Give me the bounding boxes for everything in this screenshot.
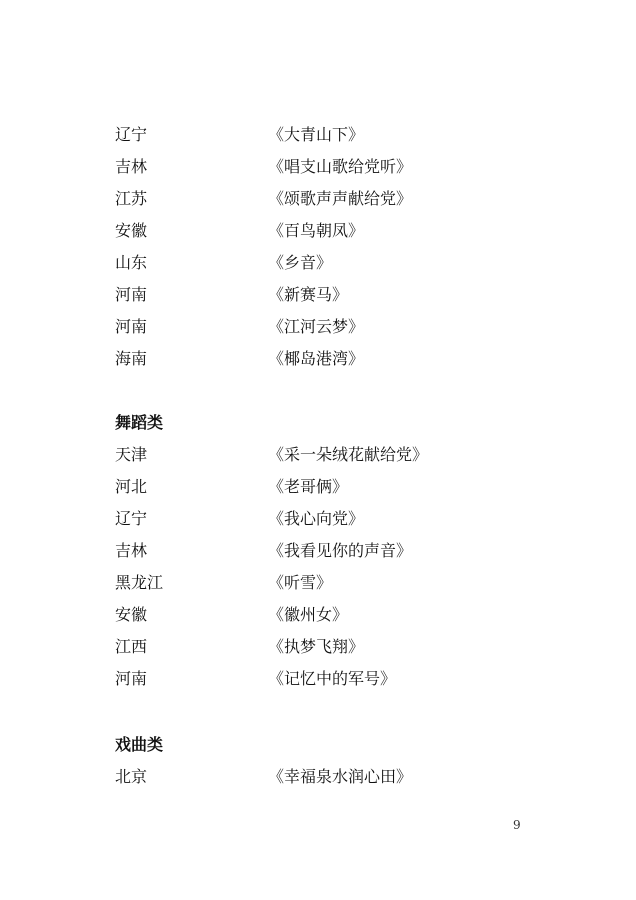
section-heading-dance: 舞蹈类 xyxy=(115,413,164,432)
province-name: 吉林 xyxy=(115,157,148,176)
program-title: 《我看见你的声音》 xyxy=(268,541,413,560)
list-item xyxy=(0,471,636,503)
list-item xyxy=(0,343,636,375)
province-name: 河南 xyxy=(115,317,148,336)
list-item xyxy=(0,439,636,471)
list-item xyxy=(0,503,636,535)
list-item xyxy=(0,215,636,247)
province-name: 安徽 xyxy=(115,605,148,624)
program-title: 《听雪》 xyxy=(268,573,333,592)
list-item xyxy=(0,183,636,215)
program-title: 《采一朵绒花献给党》 xyxy=(268,445,429,464)
province-name: 江西 xyxy=(115,637,148,656)
list-item xyxy=(0,279,636,311)
province-name: 辽宁 xyxy=(115,125,148,144)
program-title: 《执梦飞翔》 xyxy=(268,637,365,656)
province-name: 天津 xyxy=(115,445,148,464)
list-item xyxy=(0,567,636,599)
program-title: 《老哥俩》 xyxy=(268,477,349,496)
province-name: 黑龙江 xyxy=(115,573,164,592)
program-title: 《百鸟朝凤》 xyxy=(268,221,365,240)
program-title: 《唱支山歌给党听》 xyxy=(268,157,413,176)
program-title: 《记忆中的军号》 xyxy=(268,669,397,688)
province-name: 河南 xyxy=(115,285,148,304)
province-name: 北京 xyxy=(115,767,148,786)
program-title: 《乡音》 xyxy=(268,253,333,272)
list-item xyxy=(0,599,636,631)
list-item xyxy=(0,663,636,695)
province-name: 辽宁 xyxy=(115,509,148,528)
province-name: 山东 xyxy=(115,253,148,272)
program-title: 《大青山下》 xyxy=(268,125,365,144)
list-item xyxy=(0,151,636,183)
program-title: 《幸福泉水润心田》 xyxy=(268,767,413,786)
province-name: 河南 xyxy=(115,669,148,688)
program-title: 《我心向党》 xyxy=(268,509,365,528)
list-item xyxy=(0,311,636,343)
province-name: 安徽 xyxy=(115,221,148,240)
list-item xyxy=(0,247,636,279)
province-name: 海南 xyxy=(115,349,148,368)
page-number: 9 xyxy=(513,818,521,832)
list-item xyxy=(0,631,636,663)
province-name: 江苏 xyxy=(115,189,148,208)
list-item xyxy=(0,119,636,151)
program-title: 《椰岛港湾》 xyxy=(268,349,365,368)
program-title: 《徽州女》 xyxy=(268,605,349,624)
program-title: 《江河云梦》 xyxy=(268,317,365,336)
section-heading-opera: 戏曲类 xyxy=(115,735,164,754)
province-name: 吉林 xyxy=(115,541,148,560)
program-title: 《颂歌声声献给党》 xyxy=(268,189,413,208)
list-item xyxy=(0,535,636,567)
program-title: 《新赛马》 xyxy=(268,285,349,304)
province-name: 河北 xyxy=(115,477,148,496)
list-item xyxy=(0,761,636,793)
